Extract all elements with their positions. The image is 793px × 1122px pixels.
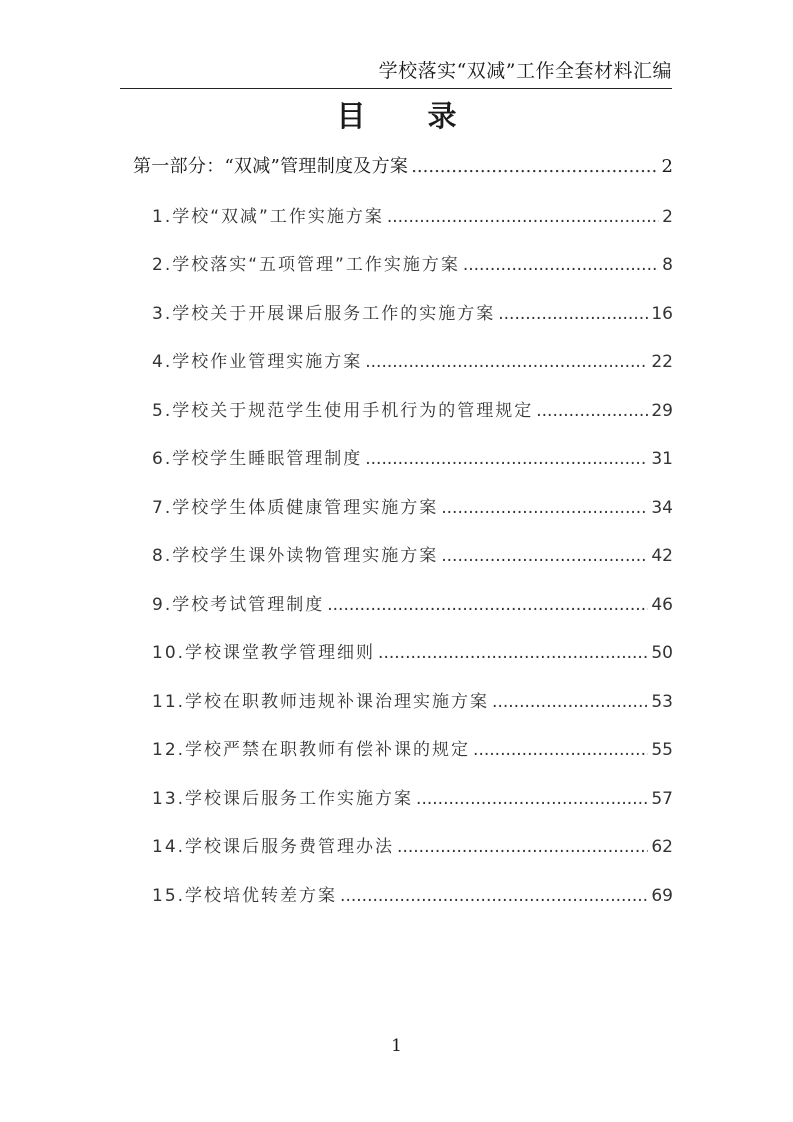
toc-entry[interactable] [152,204,673,230]
page-title: 目 录 [336,99,483,133]
toc-entry-title: 13.学校课后服务工作实施方案 [152,789,414,809]
toc-entry-page: 8 [662,255,673,275]
toc-leader-dots [340,883,648,909]
toc-leader-dots [492,689,648,715]
toc-leader-dots [473,737,648,763]
toc-part-title: 第一部分：“双减”管理制度及方案 [133,156,409,177]
toc-entry-title: 7.学校学生体质健康管理实施方案 [152,498,439,518]
toc-entry-title: 12.学校严禁在职教师有偿补课的规定 [152,740,471,760]
toc-entry-page: 31 [651,449,673,469]
toc-entry-title: 9.学校考试管理制度 [152,595,325,615]
toc-entry-title: 5.学校关于规范学生使用手机行为的管理规定 [152,401,534,421]
toc-entry[interactable] [152,592,673,618]
toc-leader-dots [441,495,648,521]
toc-entry-page: 2 [662,207,673,227]
toc-leader-dots [498,301,648,327]
toc-leader-dots [327,592,648,618]
toc-entry-page: 22 [651,352,673,372]
toc-leader-dots [463,252,659,278]
toc-entry-page: 29 [651,401,673,421]
toc-entry-title: 6.学校学生睡眠管理制度 [152,449,363,469]
toc-entry[interactable] [152,349,673,375]
toc-entry-title: 15.学校培优转差方案 [152,886,338,906]
toc-leader-dots [416,786,648,812]
toc-entry-page: 34 [651,498,673,518]
toc-entry[interactable] [152,446,673,472]
toc-entry-title: 8.学校学生课外读物管理实施方案 [152,546,439,566]
toc-leader-dots [365,349,648,375]
running-header: 学校落实“双减”工作全套材料汇编 [378,60,672,82]
toc-entry[interactable] [152,834,673,860]
toc-entry-title: 1.学校“双减”工作实施方案 [152,207,384,227]
toc-entry-title: 10.学校课堂教学管理细则 [152,643,376,663]
toc-leader-dots [411,154,658,180]
toc-part-page: 2 [661,156,673,177]
toc-leader-dots [441,543,648,569]
toc-entry[interactable] [152,883,673,909]
toc-entry[interactable] [152,398,673,424]
toc-entry[interactable] [152,640,673,666]
toc-leader-dots [536,398,648,424]
toc-entry-title: 2.学校落实“五项管理”工作实施方案 [152,255,460,275]
toc-entry-title: 4.学校作业管理实施方案 [152,352,363,372]
toc-entry[interactable] [152,737,673,763]
toc-entry[interactable] [152,786,673,812]
toc-entry[interactable] [152,689,673,715]
toc-entry-title: 14.学校课后服务费管理办法 [152,837,395,857]
toc-entry-title: 11.学校在职教师违规补课治理实施方案 [152,692,490,712]
toc-part-entry[interactable] [133,154,673,180]
toc-entry-page: 16 [651,304,673,324]
toc-entry[interactable] [152,495,673,521]
toc-entry[interactable] [152,301,673,327]
toc-leader-dots [365,446,648,472]
toc-entry-title: 3.学校关于开展课后服务工作的实施方案 [152,304,496,324]
toc-entry-page: 46 [651,595,673,615]
toc-entry[interactable] [152,252,673,278]
toc-entry-page: 57 [651,789,673,809]
toc-entry[interactable] [152,543,673,569]
toc-leader-dots [378,640,648,666]
toc-entry-page: 53 [651,692,673,712]
toc-entry-page: 62 [651,837,673,857]
toc-entry-page: 42 [651,546,673,566]
toc-leader-dots [387,204,659,230]
header-rule [120,88,672,89]
toc-entry-page: 69 [651,886,673,906]
page-number: 1 [391,1036,402,1056]
toc-entry-page: 50 [651,643,673,663]
toc-entry-page: 55 [651,740,673,760]
toc-leader-dots [397,834,648,860]
